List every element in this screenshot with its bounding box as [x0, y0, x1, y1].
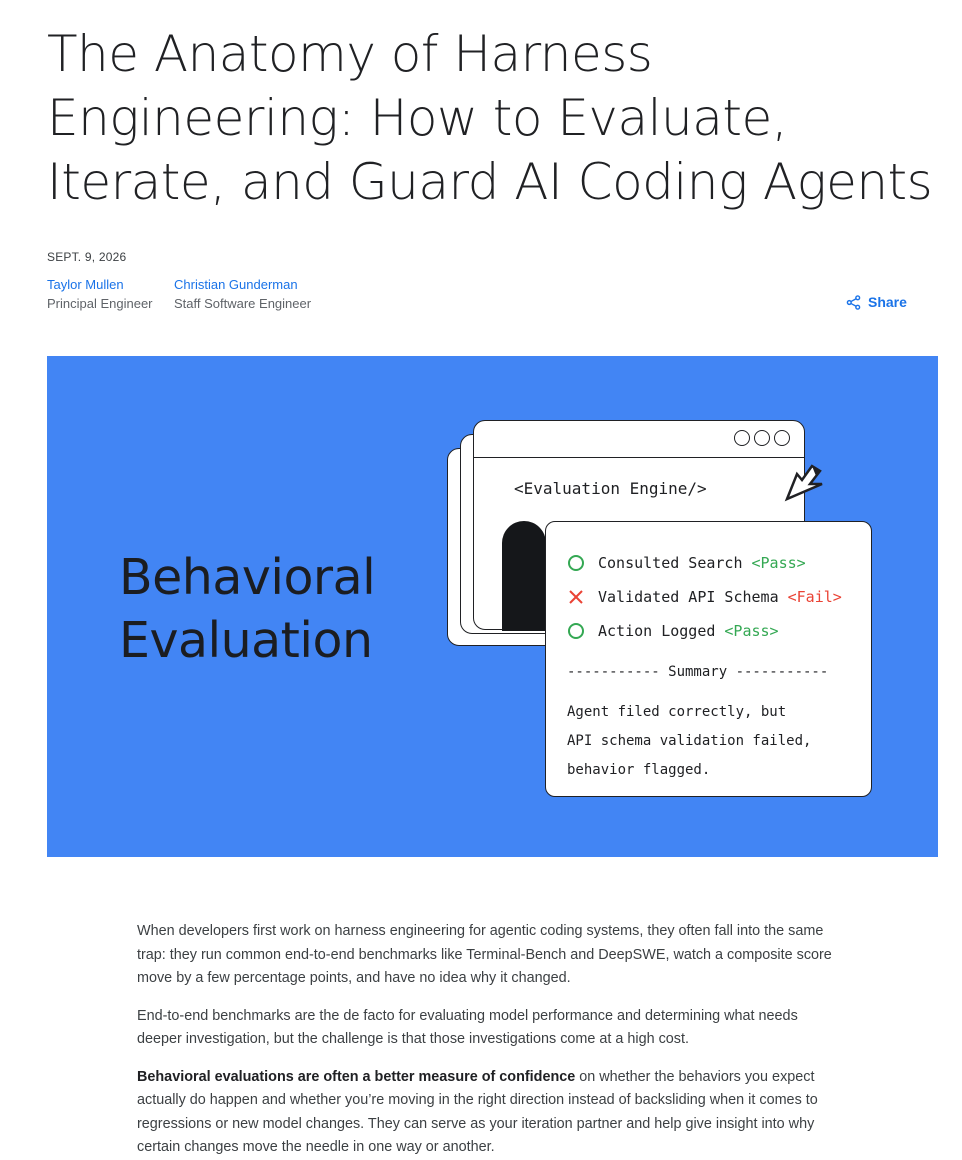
result-status: <Fail> — [787, 588, 842, 606]
summary-header: ----------- Summary ----------- — [567, 664, 829, 680]
author-block — [174, 275, 311, 313]
hero-title-line: Behavioral — [119, 549, 376, 606]
share-icon — [846, 295, 861, 310]
paragraph — [137, 1066, 837, 1160]
window-controls — [734, 430, 790, 446]
dark-pill-shape — [502, 521, 546, 631]
pointer-cursor-icon — [783, 462, 835, 502]
author-name-link[interactable]: Christian Gunderman — [174, 277, 298, 292]
x-icon — [568, 589, 584, 605]
window-dot-icon — [754, 430, 770, 446]
hero-title-line: Evaluation — [119, 612, 373, 669]
check-circle-icon — [568, 623, 584, 639]
paragraph: End-to-end benchmarks are the de facto for evaluating model performance and determining what needs deeper investigation, but the challenge is that those investigations come at a high cost. — [137, 1007, 798, 1047]
publish-date: SEPT. 9, 2026 — [47, 250, 127, 264]
summary-line: API schema validation failed, — [567, 733, 812, 749]
share-button[interactable] — [846, 294, 907, 310]
article-body — [137, 920, 837, 1160]
author-name-link[interactable]: Taylor Mullen — [47, 277, 124, 292]
window-titlebar-divider — [474, 457, 804, 458]
result-label: Validated API Schema — [598, 588, 779, 606]
paragraph-text: on whether the behaviors you expect actually do happen and whether you’re moving in the right direction instead of backsliding when it comes to regressions or new model changes. They can serve as your iteration partner and help give insight into why certain changes move the needle in one way or another. — [137, 1068, 818, 1155]
author-block — [47, 275, 153, 313]
summary-text — [567, 698, 811, 785]
result-label: Action Logged — [598, 622, 716, 640]
hero-illustration — [47, 356, 938, 857]
author-role: Principal Engineer — [47, 296, 153, 311]
check-circle-icon — [568, 555, 584, 571]
author-role: Staff Software Engineer — [174, 296, 312, 311]
result-label: Consulted Search — [598, 554, 743, 572]
evaluation-results-card — [545, 521, 872, 797]
window-dot-icon — [734, 430, 750, 446]
article-title: The Anatomy of Harness Engineering: How to Evaluate, Iterate, and Guard AI Coding Agents — [47, 25, 933, 211]
result-row — [568, 588, 842, 606]
summary-line: behavior flagged. — [567, 762, 711, 778]
window-label: <Evaluation Engine/> — [514, 479, 707, 498]
result-status: <Pass> — [724, 622, 779, 640]
hero-title — [119, 546, 375, 672]
window-dot-icon — [774, 430, 790, 446]
summary-line: Agent filed correctly, but — [567, 704, 787, 720]
share-label: Share — [868, 294, 907, 310]
paragraph-emphasis: Behavioral evaluations are often a better measure of confidence — [137, 1068, 576, 1085]
result-row — [568, 622, 779, 640]
result-status: <Pass> — [751, 554, 806, 572]
paragraph: When developers first work on harness engineering for agentic coding systems, they often fall into the same trap: they run common end-to-end benchmarks like Terminal-Bench and DeepSWE, watch a composite score move by a few percentage points, and have no idea why it changed. — [137, 923, 832, 986]
result-row — [568, 554, 806, 572]
